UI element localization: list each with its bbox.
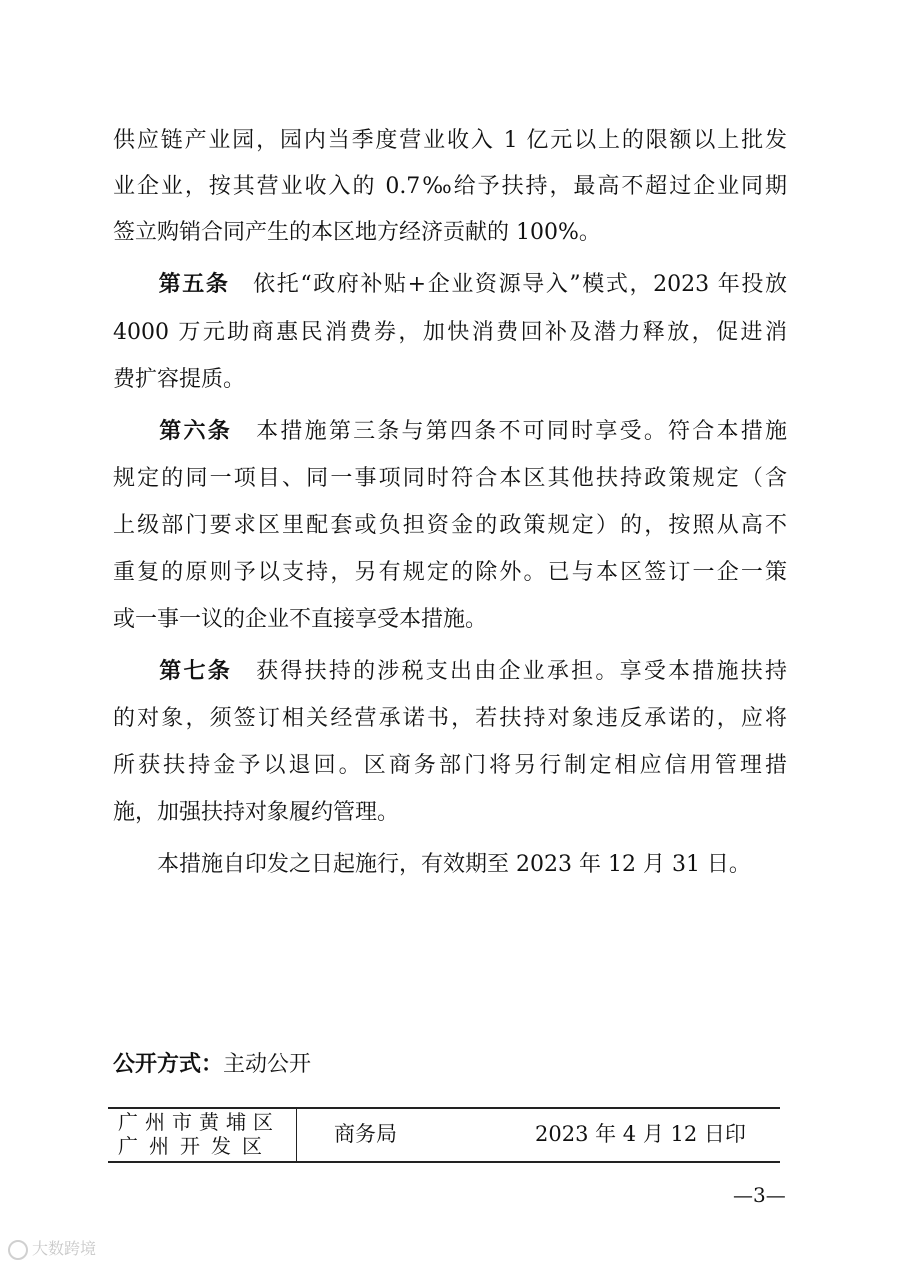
body-line: 重复的原则予以支持，另有规定的除外。已与本区签订一企一策 (113, 560, 787, 585)
watermark (8, 1236, 96, 1260)
body-line: 4000 万元助商惠民消费券，加快消费回补及潜力释放，促进消 (113, 320, 787, 345)
watermark-logo-icon (8, 1240, 28, 1260)
body-line: 依托“政府补贴+企业资源导入”模式，2023 年投放 (251, 272, 787, 297)
body-line: 费扩容提质。 (113, 367, 246, 392)
footer-top-rule (108, 1107, 780, 1109)
body-line: 签立购销合同产生的本区地方经济贡献的 100%。 (113, 220, 601, 245)
article-heading: 第五条 (157, 272, 230, 297)
disclosure-value: 主动公开 (223, 1052, 312, 1077)
issuer-line-1: 广州市黄埔区 (118, 1110, 280, 1134)
disclosure (113, 1050, 311, 1080)
article-heading: 第七条 (157, 659, 232, 684)
body-line: 施，加强扶持对象履约管理。 (113, 800, 400, 825)
body-line: 或一事一议的企业不直接享受本措施。 (113, 607, 488, 632)
body-line: 上级部门要求区里配套或负担资金的政策规定）的，按照从高不 (113, 513, 787, 538)
body-line: 规定的同一项目、同一事项同时符合本区其他扶持政策规定（含 (113, 466, 787, 491)
article-6-first-line (113, 410, 787, 454)
article-7-first-line (113, 650, 787, 694)
body-line: 供应链产业园，园内当季度营业收入 1 亿元以上的限额以上批发 (113, 128, 787, 153)
article-heading: 第六条 (157, 419, 232, 444)
footer-bottom-rule (108, 1161, 780, 1163)
body-line: 所获扶持金予以退回。区商务部门将另行制定相应信用管理措 (113, 753, 787, 778)
body-line: 本措施自印发之日起施行，有效期至 2023 年 12 月 31 日。 (157, 852, 751, 877)
watermark-text: 大数跨境 (32, 1239, 97, 1258)
body-line: 获得扶持的涉税支出由企业承担。享受本措施扶持 (253, 659, 787, 684)
body-line: 业企业，按其营业收入的 0.7‰给予扶持，最高不超过企业同期 (113, 174, 787, 199)
issuer-line-2: 广州开发区 (118, 1134, 273, 1158)
article-5-first-line (113, 263, 787, 307)
body-line: 本措施第三条与第四条不可同时享受。符合本措施 (253, 419, 787, 444)
footer-separator (296, 1108, 297, 1161)
disclosure-label: 公开方式： (113, 1052, 224, 1077)
issuing-office: 商务局 (334, 1122, 397, 1146)
body-line: 的对象，须签订相关经营承诺书，若扶持对象违反承诺的，应将 (113, 706, 787, 731)
print-date: 2023 年 4 月 12 日印 (535, 1122, 746, 1146)
page-number: —3— (733, 1183, 786, 1207)
effective-date-line (113, 843, 787, 887)
